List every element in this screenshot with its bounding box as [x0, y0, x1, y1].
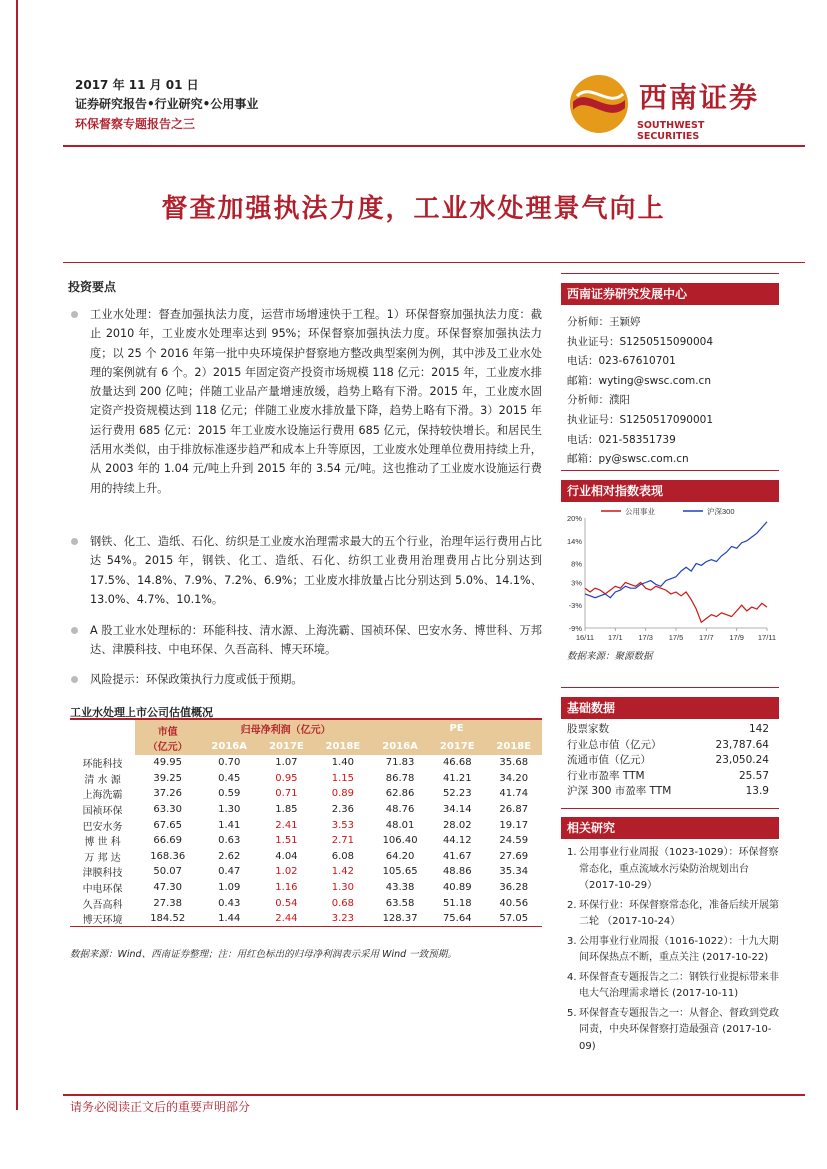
table-cell-p18: 1.42	[331, 866, 354, 878]
table-header-market-cap: 市值 （亿元）	[135, 719, 200, 755]
table-cell-p16: 1.09	[218, 882, 241, 894]
table-cell-p17: 1.51	[275, 835, 298, 847]
basic-data-value: 13.9	[745, 785, 769, 797]
highlight-bullet: 风险提示：环保政策执行力度或低于预期。	[74, 670, 542, 689]
table-cell-p16: 1.30	[218, 804, 241, 816]
basic-data-value: 25.57	[738, 769, 769, 782]
table-cell-cap: 63.30	[153, 804, 182, 816]
table-source-note: 数据来源：Wind、西南证券整理；注：用红色标出的归母净利润表示采用 Wind 一致预期。	[70, 949, 457, 960]
analyst-phone: 电话：023-67610701	[567, 355, 676, 368]
list-number: 2.	[567, 899, 577, 911]
table-header-pe: PE	[371, 719, 542, 737]
table-cell-pe18: 35.34	[499, 866, 529, 878]
table-cell-name: 国祯环保	[82, 806, 123, 818]
series-line-hs300	[585, 522, 767, 598]
basic-data-value: 142	[748, 723, 769, 735]
table-cell-pe18: 36.28	[499, 882, 529, 894]
table-cell-p16: 1.44	[200, 911, 258, 927]
related-research-item[interactable]	[561, 934, 779, 967]
table-cell-p18: 2.36	[331, 804, 354, 816]
page-title: 督查加强执法力度，工业水处理景气向上	[161, 194, 666, 224]
table-row	[70, 817, 542, 833]
bullet-icon	[71, 538, 78, 545]
table-row	[70, 802, 542, 818]
y-tick-label: -9%	[568, 624, 582, 633]
table-cell-p16: 2.62	[218, 850, 241, 862]
table-cell-name: 清 水 源	[84, 774, 121, 786]
bullet-icon	[71, 627, 78, 634]
table-header-blank	[70, 719, 135, 755]
table-cell-pe17: 41.67	[442, 850, 472, 862]
y-tick-label: 20%	[566, 514, 582, 523]
basic-data-key: 流通市值（亿元）	[567, 754, 651, 766]
x-tick-label: 17/5	[668, 633, 684, 642]
relative-index-chart	[561, 504, 779, 644]
basic-data-row	[561, 738, 779, 754]
valuation-table-title: 工业水处理上市公司估值概况	[70, 706, 213, 719]
y-tick-label: -3%	[568, 601, 582, 611]
header-divider	[63, 145, 805, 147]
table-row	[70, 911, 542, 927]
basic-data-key: 股票家数	[567, 723, 609, 735]
table-row	[70, 755, 542, 771]
related-research-text: 环保督查专题报告之二：钢铁行业提标带来非电大气治理需求增长 (2017-10-11)	[579, 971, 779, 999]
related-research-item[interactable]	[561, 1006, 779, 1056]
sidebar-rule	[561, 470, 779, 471]
table-cell-cap: 66.69	[153, 835, 182, 847]
x-tick-label: 17/9	[729, 633, 744, 642]
table-cell-p18: 1.15	[331, 772, 354, 784]
highlight-bullet: 钢铁、化工、造纸、石化、纺织是工业废水治理需求最大的五个行业，治理年运行费用占比达 54%。2015 年，钢铁、化工、造纸、石化、纺织工业费用治理费用占比分别达到 17.5%、14.8%、7.9%、7.2%、6.9%；工业废水排放量占比分别达到 5.0%、14.1%、13.0%、4.7%、10.1%。	[74, 532, 542, 609]
table-cell-p16: 0.63	[218, 835, 241, 847]
table-row	[70, 880, 542, 896]
table-cell-name: 巴安水务	[82, 821, 123, 833]
table-cell-pe18: 34.20	[499, 772, 529, 784]
table-header-year: 2016A	[200, 737, 258, 755]
basic-data-key: 行业市盈率 TTM	[567, 769, 645, 782]
related-research-panel	[561, 817, 779, 1058]
related-research-item[interactable]	[561, 898, 779, 931]
related-research-item[interactable]	[561, 970, 779, 1003]
table-header-year: 2018E	[485, 737, 542, 755]
table-cell-pe17: 46.68	[442, 757, 472, 769]
table-cell-pe18: 35.68	[499, 757, 529, 769]
table-cell-pe17: 48.86	[442, 866, 472, 878]
logo-emblem-icon	[567, 72, 631, 136]
table-cell-name: 万 邦 达	[84, 852, 121, 864]
table-cell-pe17: 41.21	[442, 772, 472, 784]
basic-data-key: 沪深 300 市盈率 TTM	[567, 785, 672, 797]
table-cell-pe16: 86.78	[385, 772, 415, 784]
table-cell-p17: 4.04	[275, 850, 298, 862]
table-cell-p17: 1.02	[275, 866, 298, 878]
table-cell-pe17: 52.23	[442, 788, 472, 800]
basic-data-heading: 基础数据	[561, 697, 779, 719]
table-cell-pe18: 27.69	[499, 850, 529, 862]
table-header-year: 2017E	[429, 737, 485, 755]
table-cell-p17: 1.07	[275, 757, 298, 769]
table-cell-pe16: 64.20	[385, 850, 415, 862]
table-cell-pe16: 106.40	[382, 835, 418, 847]
table-cell-pe16: 128.37	[371, 911, 429, 927]
table-cell-cap: 168.36	[150, 850, 186, 862]
index-chart-heading: 行业相对指数表现	[561, 480, 779, 502]
footer-disclaimer[interactable]: 请务必阅读正文后的重要声明部分	[70, 1100, 251, 1114]
related-research-text: 环保督查专题报告之一：从督企、督政到党政同责，中央环保督察打造最强音 (2017-10-09)	[579, 1007, 779, 1052]
table-cell-pe17: 51.18	[442, 897, 472, 909]
list-number: 5.	[567, 1007, 577, 1019]
table-cell-name: 中电环保	[82, 884, 123, 896]
table-cell-pe16: 105.65	[382, 866, 418, 878]
report-series: 环保督察专题报告之三	[75, 117, 196, 131]
report-date: 2017 年 11 月 01 日	[75, 78, 199, 92]
related-research-text: 环保行业：环保督察常态化，准备后续开展第二轮 （2017-10-24）	[579, 899, 779, 927]
analyst-phone: 电话：021-58351739	[567, 433, 676, 446]
basic-data-list	[561, 722, 779, 800]
basic-data-row	[561, 753, 779, 769]
table-cell-p18: 6.08	[331, 850, 354, 862]
table-cell-cap: 49.95	[153, 757, 182, 769]
table-cell-name: 博天环境	[70, 911, 135, 927]
table-cell-p17: 1.85	[275, 804, 298, 816]
analyst-panel	[561, 283, 779, 470]
logo-name-cn: 西南证券	[639, 81, 760, 114]
related-research-text: 公用事业行业周报（1023-1029）：环保督察常态化，重点流域水污染防治规划出台 （2017-10-29）	[579, 847, 779, 891]
table-header-profit: 归母净利润（亿元）	[200, 719, 371, 737]
y-tick-label: 14%	[566, 536, 582, 546]
analyst-name: 分析师：濮阳	[567, 394, 630, 407]
table-row	[70, 786, 542, 802]
x-tick-label: 16/11	[575, 633, 595, 642]
sidebar-rule	[561, 808, 779, 809]
table-cell-cap: 47.30	[153, 882, 182, 894]
table-cell-p16: 0.43	[218, 897, 241, 909]
logo-name-en: SOUTHWEST SECURITIES	[637, 120, 705, 142]
list-number: 4.	[567, 971, 577, 983]
table-cell-p18: 2.71	[331, 835, 354, 847]
table-cell-p16: 0.59	[218, 788, 241, 800]
table-cell-pe16: 48.01	[385, 819, 415, 831]
table-cell-pe18: 41.74	[499, 788, 529, 800]
table-cell-name: 上海洗霸	[82, 790, 123, 802]
table-cell-p18: 0.68	[331, 897, 354, 909]
table-cell-p17: 0.95	[275, 772, 298, 784]
bullet-icon	[71, 311, 78, 318]
related-research-item[interactable]	[561, 845, 779, 895]
basic-data-key: 行业总市值（亿元）	[567, 738, 662, 751]
analyst-email[interactable]: 邮箱：py@swsc.com.cn	[567, 453, 689, 466]
basic-data-row	[561, 784, 779, 800]
x-tick-label: 17/7	[699, 633, 714, 642]
table-row	[70, 849, 542, 865]
company-logo	[567, 70, 767, 140]
basic-data-value: 23,050.24	[715, 754, 769, 766]
highlight-bullet: A 股工业水处理标的：环能科技、清水源、上海洗霸、国祯环保、巴安水务、博世科、万邦达、津膜科技、中电环保、久吾高科、博天环境。	[74, 621, 542, 660]
analyst-license: 执业证号：S1250515090004	[567, 335, 714, 348]
bullet-icon	[71, 676, 78, 683]
table-cell-p17: 0.54	[275, 897, 298, 909]
highlight-bullet: 工业水处理：督查加强执法力度，运营市场增速快于工程。1）环保督察加强执法力度：截止 2010 年，工业废水处理率达到 95%；环保督察加强执法力度。环保督察加强执法力度；以 25 个 2016 年第一批中央环境保护督察地方整改典型案例为例，其中涉及工业水处理的案例就有 6 个。2）2015 年固定资产投资市场规模 118 亿元：2015 年，工业废水排放量达到 200 亿吨；伴随工业品产量增速放缓，趋势上略有下滑。2015 年，工业废水固定资产投资规模达到 118 亿元；伴随工业废水排放量下降，趋势上略有下滑。3）2015 年运行费用 685 亿元：2015 年工业废水设施运行费用 685 亿元，保持较快增长。和居民生活用水类似，由于排放标准逐步趋严和成本上升等原因，工业废水处理单位费用持续上升，从 2003 年的 1.04 元/吨上升到 2015 年的 3.54 元/吨。这也推动了工业废水设施运行费用的持续上升。	[74, 305, 542, 498]
y-tick-label: 8%	[571, 559, 582, 569]
table-cell-name: 博 世 科	[84, 837, 121, 849]
series-line-utilities	[585, 583, 767, 623]
table-header-year: 2018E	[315, 737, 371, 755]
table-cell-pe17: 44.12	[442, 835, 472, 847]
related-research-text: 公用事业行业周报（1016-1022）：十九大期间环保热点不断，重点关注 (2017-10-22)	[579, 935, 779, 963]
table-cell-cap: 27.38	[153, 897, 182, 909]
table-cell-pe18: 40.56	[499, 897, 529, 909]
report-category: 证券研究报告•行业研究•公用事业	[75, 97, 259, 111]
table-cell-p17: 2.41	[275, 819, 298, 831]
basic-data-row	[561, 769, 779, 785]
table-row	[70, 833, 542, 849]
related-research-list	[561, 845, 779, 1055]
chart-source-note: 数据来源：聚源数据	[567, 651, 653, 662]
valuation-table	[70, 718, 542, 927]
table-cell-p18: 1.40	[331, 757, 354, 769]
list-number: 1.	[567, 847, 577, 858]
index-chart-panel	[561, 480, 779, 662]
x-tick-label: 17/11	[757, 633, 777, 642]
table-cell-p17: 0.71	[275, 788, 298, 800]
table-cell-cap: 39.25	[153, 772, 182, 784]
footer-divider	[63, 1094, 805, 1096]
table-cell-pe17: 28.02	[442, 819, 472, 831]
table-row	[70, 864, 542, 880]
table-cell-p18: 3.23	[315, 911, 371, 927]
table-cell-p16: 0.70	[218, 757, 241, 769]
basic-data-panel	[561, 697, 779, 800]
table-cell-pe16: 43.38	[385, 882, 415, 894]
table-cell-pe16: 71.83	[385, 757, 415, 769]
table-header-year: 2017E	[258, 737, 314, 755]
research-center-heading: 西南证券研究发展中心	[561, 283, 779, 305]
left-margin-rule	[16, 0, 18, 1110]
list-number: 3.	[567, 935, 577, 947]
basic-data-row	[561, 722, 779, 738]
table-cell-p16: 0.45	[218, 772, 241, 784]
table-cell-cap: 184.52	[135, 911, 200, 927]
table-cell-name: 津膜科技	[82, 868, 123, 880]
table-cell-cap: 37.26	[153, 788, 182, 800]
basic-data-value: 23,787.64	[715, 738, 769, 751]
table-cell-p17: 2.44	[258, 911, 314, 927]
table-cell-name: 环能科技	[82, 759, 123, 771]
table-header-year: 2016A	[371, 737, 429, 755]
table-cell-p18: 0.89	[331, 788, 354, 800]
table-cell-pe16: 48.76	[385, 804, 415, 816]
table-cell-cap: 50.07	[153, 866, 182, 878]
y-tick-label: 3%	[571, 578, 582, 588]
table-cell-pe16: 63.58	[385, 897, 415, 909]
table-cell-p18: 1.30	[331, 882, 354, 894]
analyst-license: 执业证号：S1250517090001	[567, 413, 714, 426]
table-row	[70, 771, 542, 787]
title-divider	[63, 262, 805, 263]
legend-label: 公用事业	[625, 507, 655, 516]
table-cell-pe18: 24.59	[499, 835, 529, 847]
table-cell-pe17: 34.14	[442, 804, 472, 816]
table-cell-pe18: 19.17	[499, 819, 529, 831]
analyst-name: 分析师：王颖婷	[567, 316, 641, 328]
table-cell-p16: 1.41	[218, 819, 241, 831]
table-cell-cap: 67.65	[153, 819, 182, 831]
table-row	[70, 895, 542, 911]
table-cell-p17: 1.16	[275, 882, 298, 894]
table-cell-pe18: 57.05	[485, 911, 542, 927]
table-cell-pe18: 26.87	[499, 804, 529, 816]
section-heading-highlights: 投资要点	[68, 280, 117, 294]
legend-label: 沪深300	[707, 507, 735, 516]
related-research-heading: 相关研究	[561, 817, 779, 839]
table-cell-pe17: 75.64	[429, 911, 485, 927]
table-cell-pe16: 62.86	[385, 788, 415, 800]
x-tick-label: 17/1	[608, 633, 623, 642]
table-cell-name: 久吾高科	[82, 899, 123, 911]
sidebar-top-rule	[561, 273, 779, 274]
analyst-email[interactable]: 邮箱：wyting@swsc.com.cn	[567, 374, 711, 387]
table-cell-pe17: 40.89	[442, 882, 472, 894]
table-cell-p18: 3.53	[331, 819, 354, 831]
sidebar-rule	[561, 687, 779, 688]
x-tick-label: 17/3	[638, 633, 653, 642]
table-cell-p16: 0.47	[218, 866, 241, 878]
